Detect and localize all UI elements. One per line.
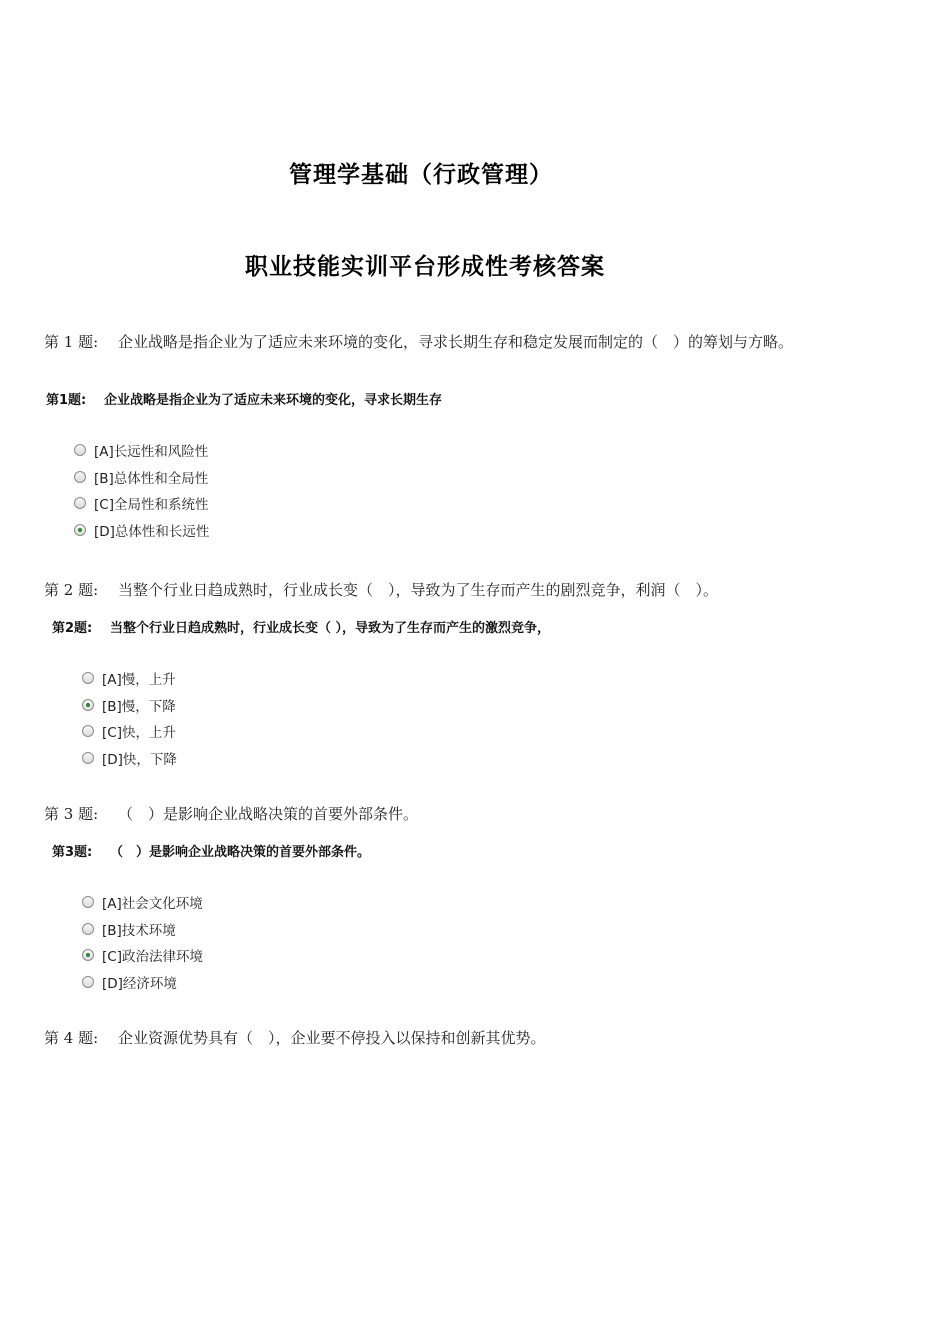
screenshot-question-number: 第2题: (52, 621, 93, 636)
option-label: [D]经济环境 (102, 975, 177, 992)
option-label: [D]快，下降 (102, 751, 177, 768)
option-b[interactable] (82, 692, 177, 719)
radio-checked-icon[interactable] (82, 949, 94, 961)
question-text: 企业战略是指企业为了适应未来环境的变化，寻求长期生存和稳定发展而制定的（ ）的筹划与方略。 (118, 333, 794, 351)
question-number: 第 4 题: (44, 1029, 99, 1047)
radio-icon[interactable] (82, 923, 94, 935)
screenshot-question-number: 第1题: (46, 393, 87, 408)
question-2-screenshot-header (52, 617, 600, 636)
radio-icon[interactable] (74, 497, 86, 509)
option-c[interactable] (74, 490, 209, 517)
question-text: （ ）是影响企业战略决策的首要外部条件。 (118, 805, 419, 823)
option-label: [B]总体性和全局性 (94, 470, 209, 487)
option-b[interactable] (74, 464, 209, 491)
option-label: [B]技术环境 (102, 922, 176, 939)
option-label: [C]政治法律环境 (102, 949, 203, 966)
question-number: 第 2 题: (44, 581, 99, 599)
radio-icon[interactable] (82, 976, 94, 988)
question-3 (44, 802, 824, 827)
question-number: 第 3 题: (44, 805, 99, 823)
option-d[interactable] (82, 969, 203, 996)
radio-icon[interactable] (82, 672, 94, 684)
option-c[interactable] (82, 718, 177, 745)
option-d[interactable] (74, 517, 209, 544)
radio-icon[interactable] (82, 896, 94, 908)
question-1-options (74, 437, 209, 543)
radio-checked-icon[interactable] (74, 524, 86, 536)
option-label: [C]全局性和系统性 (94, 497, 209, 514)
radio-icon[interactable] (82, 725, 94, 737)
question-text: 企业资源优势具有（ ），企业要不停投入以保持和创新其优势。 (118, 1029, 546, 1047)
radio-icon[interactable] (82, 752, 94, 764)
question-2 (44, 578, 824, 603)
question-1 (44, 330, 824, 355)
question-4 (44, 1026, 824, 1051)
screenshot-question-text: 企业战略是指企业为了适应未来环境的变化，寻求长期生存 (104, 393, 443, 408)
radio-icon[interactable] (74, 471, 86, 483)
screenshot-question-number: 第3题: (52, 845, 93, 860)
radio-icon[interactable] (74, 444, 86, 456)
option-label: [A]长远性和风险性 (94, 444, 209, 461)
document-title: 管理学基础（行政管理） (289, 162, 553, 188)
question-2-options (82, 665, 177, 771)
screenshot-question-text: （ ）是影响企业战略决策的首要外部条件。 (110, 845, 371, 860)
radio-checked-icon[interactable] (82, 699, 94, 711)
question-1-screenshot-header (46, 389, 472, 408)
option-label: [A]社会文化环境 (102, 896, 203, 913)
option-a[interactable] (74, 437, 209, 464)
option-a[interactable] (82, 889, 203, 916)
option-c[interactable] (82, 942, 203, 969)
option-label: [A]慢，上升 (102, 672, 176, 689)
option-a[interactable] (82, 665, 177, 692)
question-3-options (82, 889, 203, 995)
screenshot-question-text: 当整个行业日趋成熟时，行业成长变（ ），导致为了生存而产生的激烈竞争， (110, 621, 551, 636)
option-label: [B]慢，下降 (102, 698, 176, 715)
question-number: 第 1 题: (44, 333, 99, 351)
option-d[interactable] (82, 745, 177, 772)
option-label: [C]快，上升 (102, 725, 176, 742)
option-label: [D]总体性和长远性 (94, 523, 210, 540)
document-subtitle: 职业技能实训平台形成性考核答案 (245, 254, 605, 280)
question-text: 当整个行业日趋成熟时，行业成长变（ ），导致为了生存而产生的剧烈竞争，利润（ ）。 (118, 581, 719, 599)
question-3-screenshot-header (52, 841, 392, 860)
option-b[interactable] (82, 916, 203, 943)
